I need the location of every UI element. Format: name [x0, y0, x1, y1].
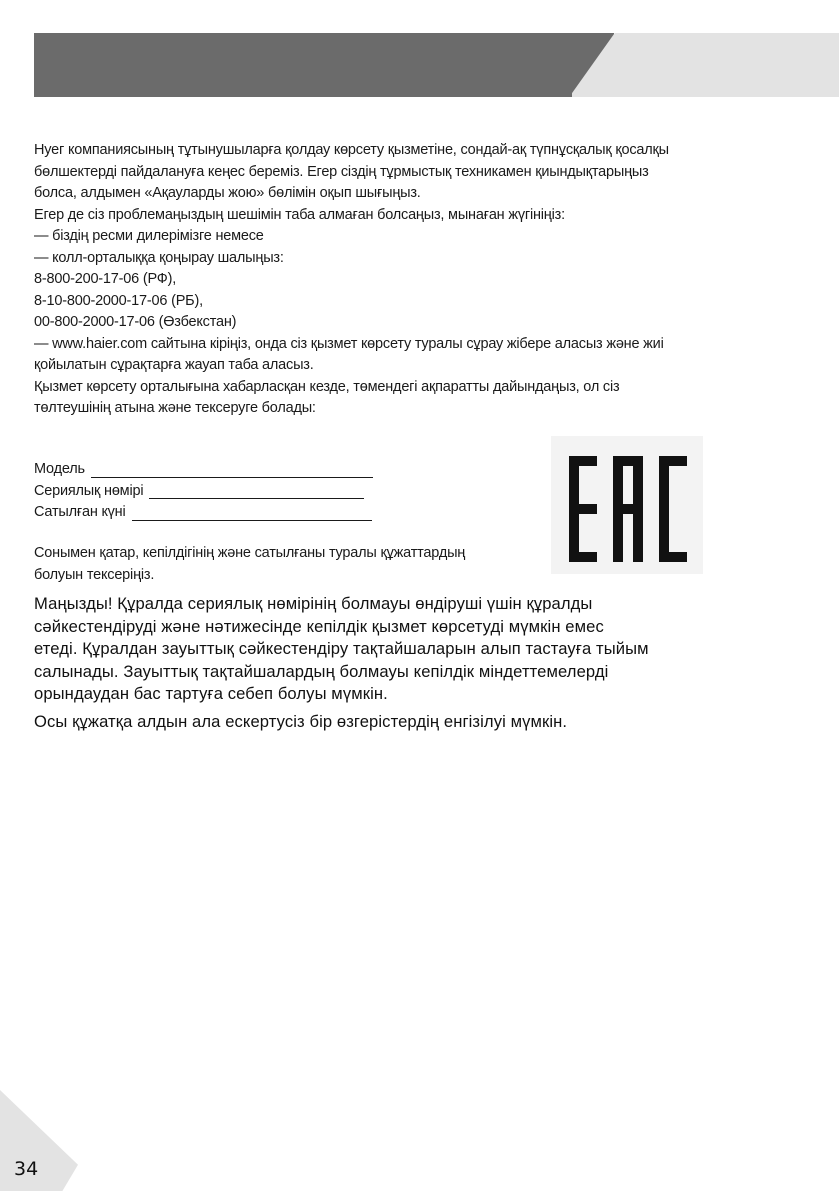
text-line: Қызмет көрсету орталығына хабарласқан кезде, төмендегі ақпаратты дайындаңыз, ол сіз	[34, 378, 620, 395]
text-line: орындаудан бас тартуға себеп болуы мүмкін.	[34, 684, 388, 703]
text-line: Маңызды! Құралда сериялық нөмірінің болмауы өндіруші үшін құралды	[34, 594, 593, 613]
date-label: Сатылған күні	[34, 504, 126, 520]
serial-row	[34, 481, 394, 503]
model-blank-line	[91, 461, 373, 478]
serial-label: Сериялық нөмірі	[34, 482, 144, 499]
serial-blank-line	[149, 482, 364, 499]
phone-by: 8-10-800-2000-17-06 (РБ),	[34, 292, 203, 309]
service-info-text	[34, 140, 714, 420]
date-row	[34, 502, 394, 524]
page-number: 34	[14, 1158, 39, 1180]
important-warning	[34, 593, 714, 706]
change-notice: Осы құжатқа алдын ала ескертусіз бір өзгерістердің енгізілуі мүмкін.	[34, 712, 568, 731]
text-line: қойылатын сұрақтарға жауап таба аласыз.	[34, 357, 314, 373]
text-line: бөлшектерді пайдалануға кеңес береміз. Егер сіздің тұрмыстық техникамен қиындықтарыңыз	[34, 163, 649, 180]
page-corner-tab	[0, 1090, 78, 1191]
text-line: — біздің ресми дилерімізге немесе	[34, 228, 264, 244]
eac-logo	[551, 436, 703, 574]
text-line: Нуег компаниясының тұтынушыларға қолдау көрсету қызметіне, сондай-ақ түпнұсқалық қосалқы	[34, 142, 669, 158]
text-line: болса, алдымен «Ақауларды жою» бөлімін оқып шығыңыз.	[34, 185, 421, 201]
model-row	[34, 459, 394, 481]
text-line: етеді. Құралдан зауыттық сәйкестендіру тақтайшаларын алып тастауға тыйым	[34, 639, 649, 658]
text-line: — www.haier.com сайтына кіріңіз, онда сіз қызмет көрсету туралы сұрау жібере аласыз және жиі	[34, 335, 664, 352]
header-banner-dark	[34, 33, 614, 97]
phone-ru: 8-800-200-17-06 (РФ),	[34, 271, 177, 287]
text-line: Егер де сіз проблемаңыздың шешімін таба алмаған болсаңыз, мынаған жүгініңіз:	[34, 206, 565, 223]
model-label: Модель	[34, 461, 85, 477]
text-line: сәйкестендіруді және нәтижесінде кепілдік қызмет көрсетуді мүмкін емес	[34, 616, 604, 636]
date-blank-line	[132, 504, 372, 521]
text-line: Сонымен қатар, кепілдігінің және сатылғаны туралы құжаттардың	[34, 545, 466, 561]
document-check-note	[34, 543, 514, 586]
text-line: — колл-орталыққа қоңырау шалыңыз:	[34, 249, 284, 266]
phone-uz: 00-800-2000-17-06 (Өзбекстан)	[34, 314, 237, 330]
text-line: болуын тексеріңіз.	[34, 566, 155, 583]
header-banner-light	[572, 33, 839, 97]
text-line: төлтеушінің атына және тексеруге болады:	[34, 400, 316, 416]
eac-mark-icon	[551, 436, 703, 574]
text-line: салынады. Зауыттық тақтайшалардың болмауы кепілдік міндеттемелерді	[34, 661, 609, 681]
product-info-form	[34, 459, 394, 524]
